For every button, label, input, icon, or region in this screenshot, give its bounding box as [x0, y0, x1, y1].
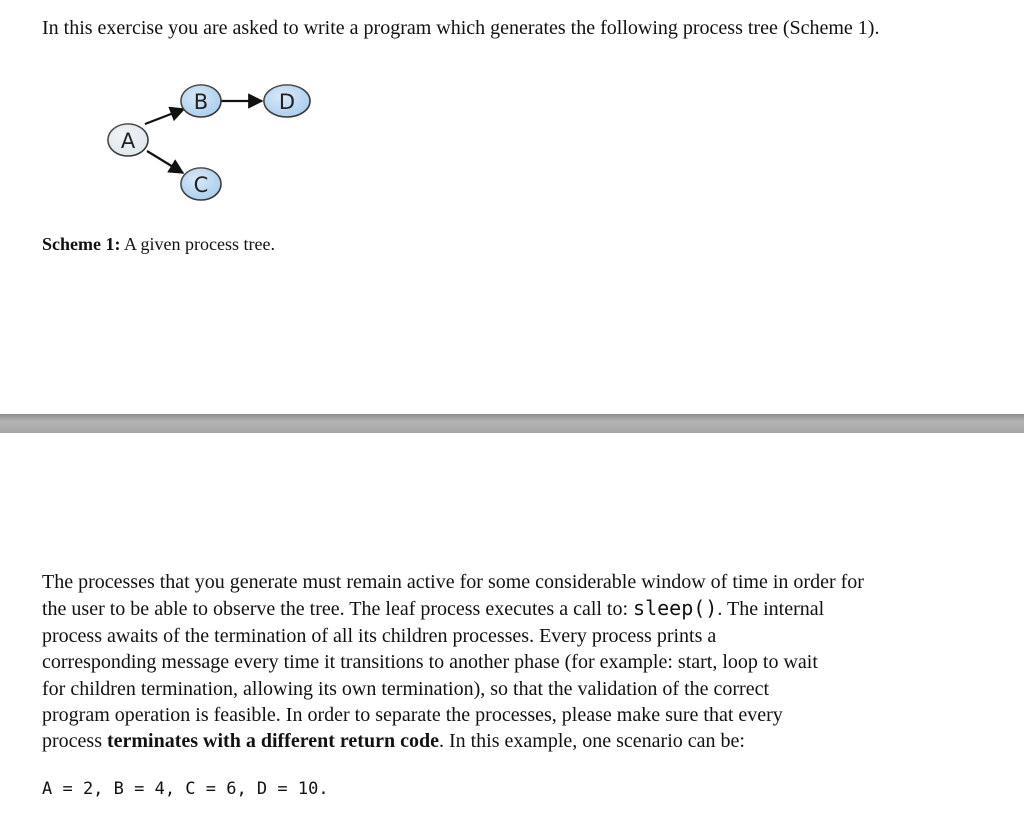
emphasis-text: terminates with a different return code — [106, 730, 439, 753]
node-d-label: D — [278, 90, 296, 114]
requirements-paragraph — [42, 569, 942, 755]
scheme-caption-text: A given process tree. — [120, 234, 275, 254]
paragraph-text: process — [42, 730, 107, 753]
process-node-d — [264, 85, 310, 117]
paragraph-text: . The internal — [717, 598, 825, 621]
intro-paragraph: In this exercise you are asked to write a program which generates the following process tree (Scheme 1). — [42, 17, 880, 39]
paragraph-line — [42, 728, 942, 754]
process-tree-diagram — [100, 80, 330, 210]
edge-a-to-c — [147, 151, 183, 173]
process-node-a — [108, 124, 148, 156]
section-divider — [0, 414, 1024, 433]
paragraph-line: program operation is feasible. In order to separate the processes, please make sure that every — [42, 704, 783, 727]
paragraph-line: for children termination, allowing its own termination), so that the validation of the correct — [42, 677, 770, 700]
scheme-caption-label: Scheme 1: — [42, 234, 121, 254]
scenario-code: A = 2, B = 4, C = 6, D = 10. — [42, 779, 329, 799]
inline-code: sleep() — [633, 596, 718, 621]
scheme-caption — [42, 231, 275, 257]
node-c-label: C — [193, 173, 209, 197]
paragraph-text: . In this example, one scenario can be: — [438, 730, 745, 753]
paragraph-line: corresponding message every time it transitions to another phase (for example: start, loop to wait — [42, 651, 818, 674]
node-a-label: A — [120, 129, 136, 153]
process-node-c — [181, 168, 221, 200]
node-b-label: B — [193, 90, 209, 114]
process-node-b — [181, 85, 221, 117]
paragraph-line — [42, 595, 942, 622]
paragraph-line: The processes that you generate must remain active for some considerable window of time in order for — [42, 571, 864, 593]
paragraph-text: the user to be able to observe the tree. The leaf process executes a call to: — [42, 598, 634, 621]
edge-a-to-b — [145, 109, 184, 124]
paragraph-line: process awaits of the termination of all its children processes. Every process prints a — [42, 624, 717, 647]
